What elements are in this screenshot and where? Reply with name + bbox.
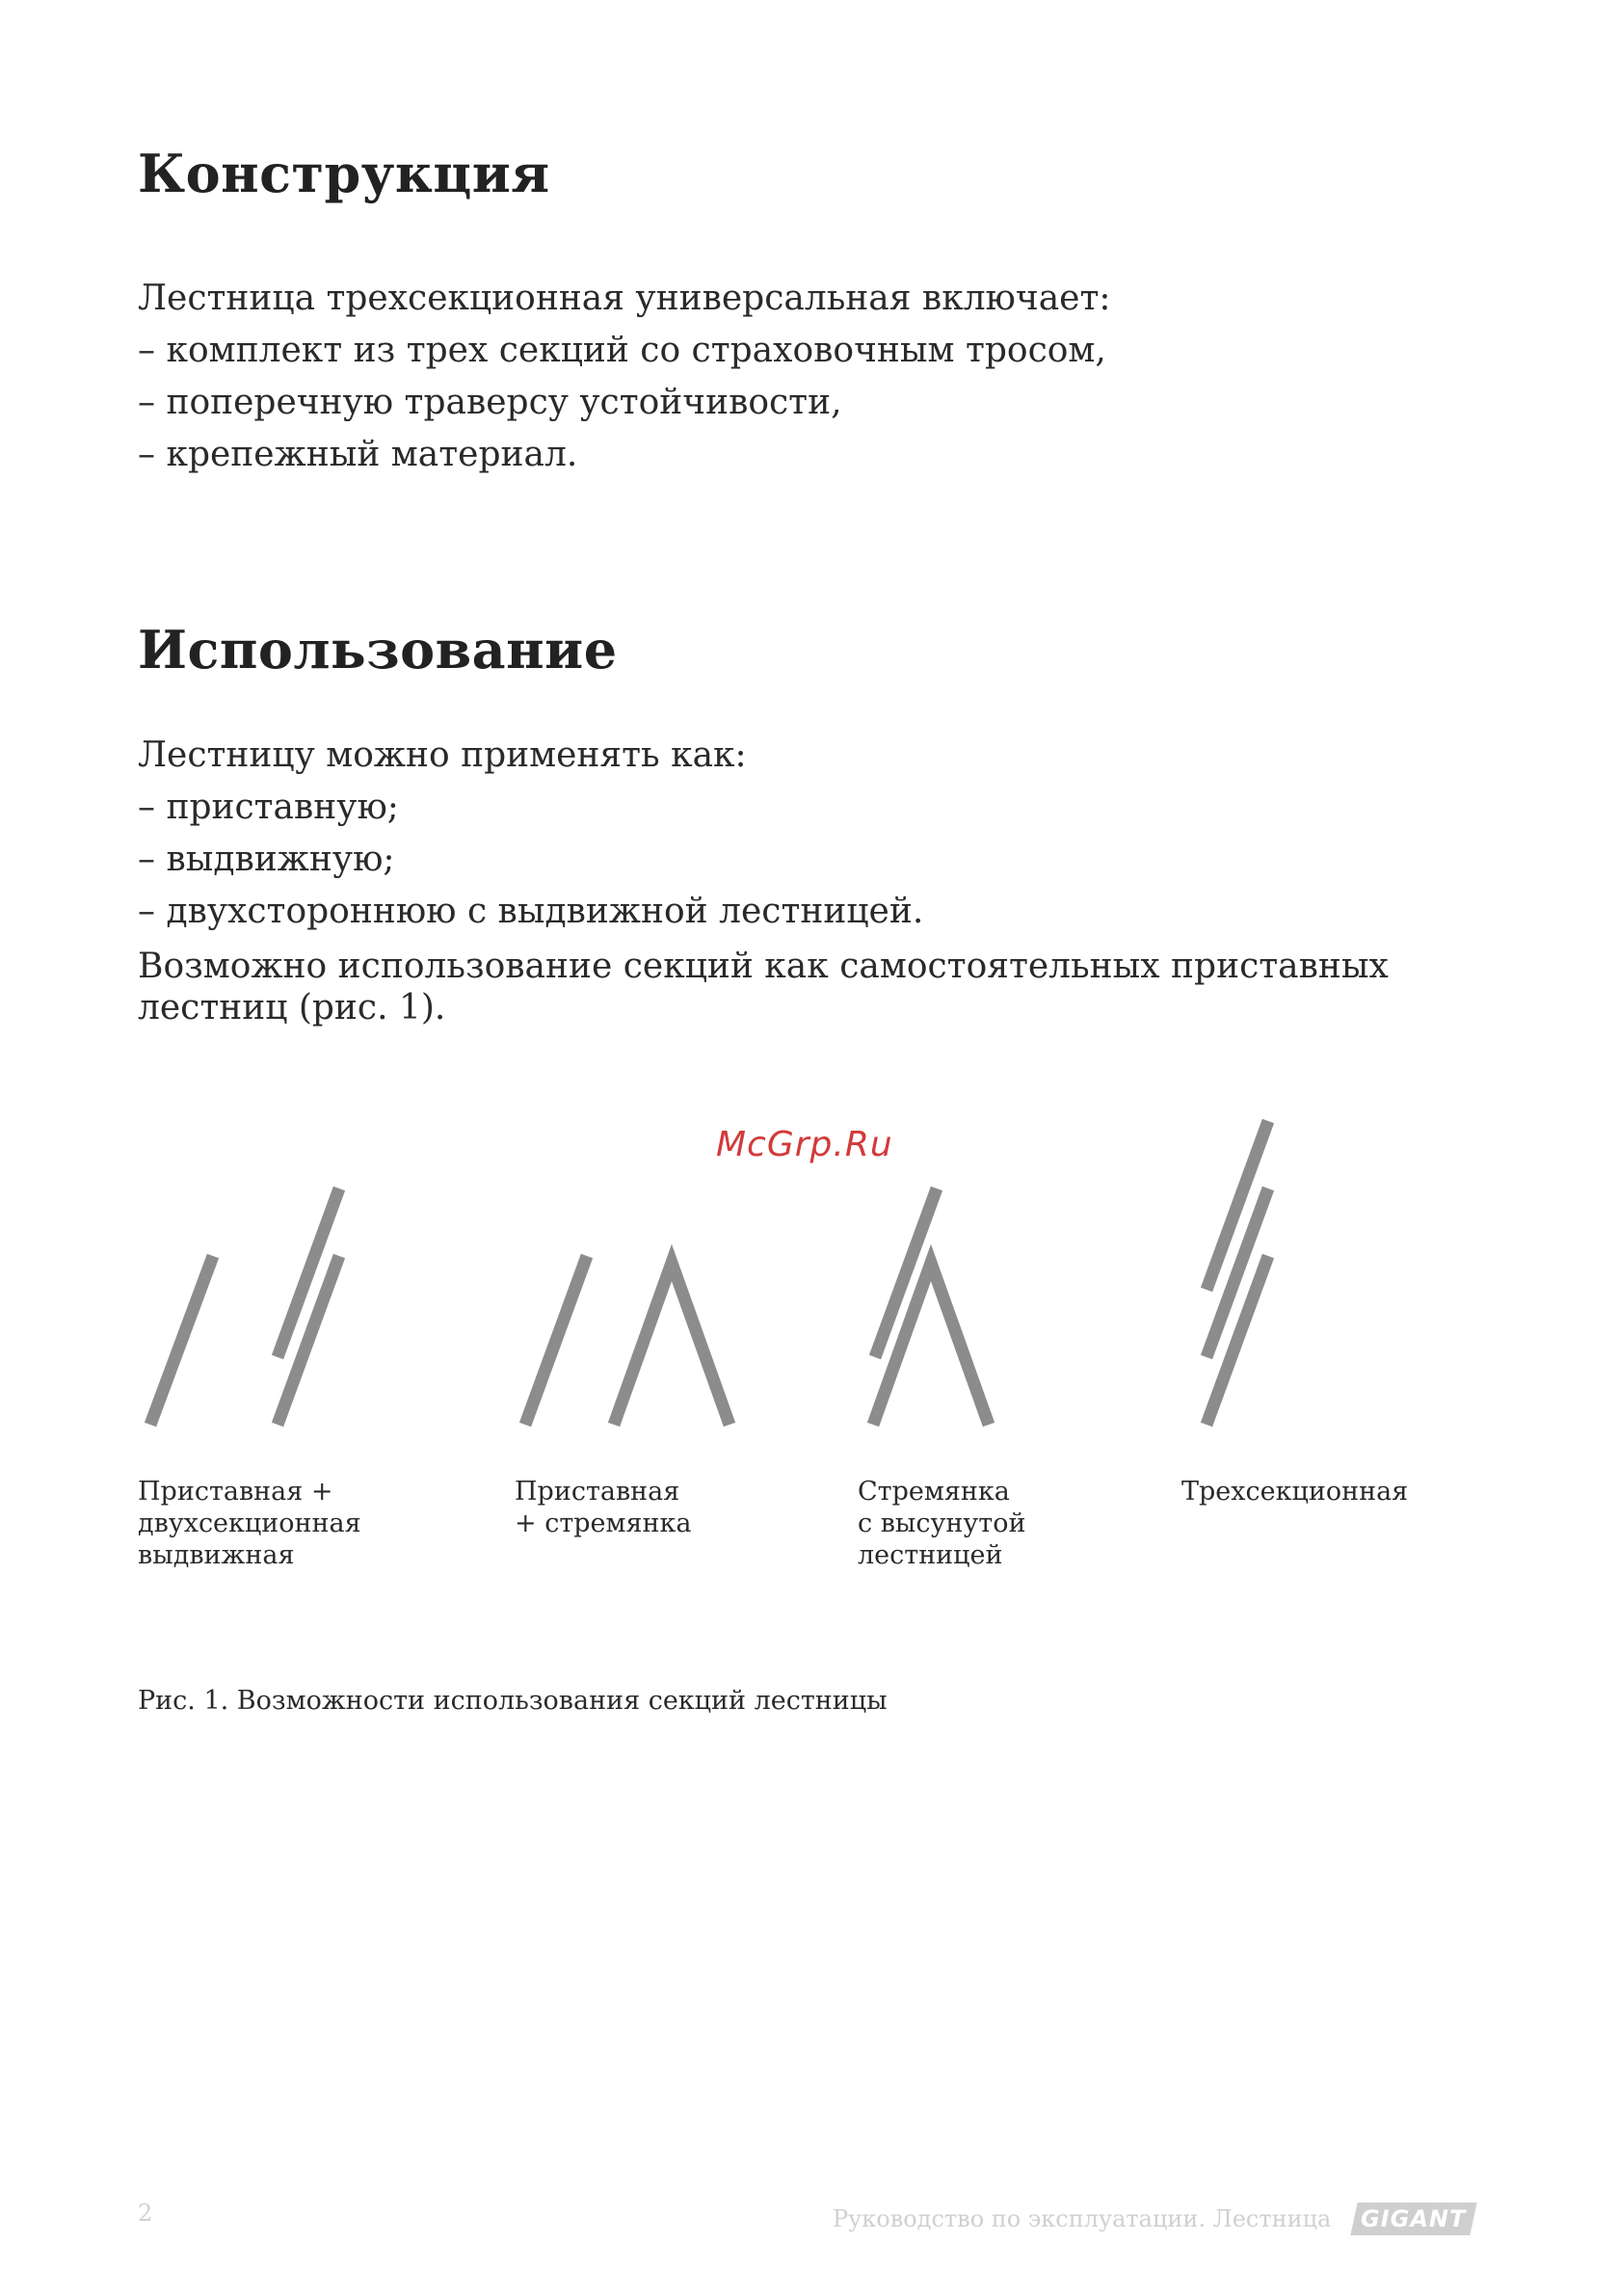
section-title-construction: Конструкция	[138, 143, 550, 204]
footer-doc-title: Руководство по эксплуатации. Лестница	[833, 2205, 1332, 2232]
stepladder-shape	[873, 1263, 989, 1425]
figure-label-2: Приставная + стремянка	[515, 1477, 692, 1538]
usage-intro: Лестницу можно применять как:	[138, 735, 747, 775]
construction-item: – комплект из трех секций со страховочным тросом,	[138, 331, 1106, 370]
figure-label-4: Трехсекционная	[1181, 1477, 1409, 1507]
ladder-icon-stremyanka-vysunutoy	[873, 1188, 989, 1425]
ladder-section-line	[525, 1256, 587, 1425]
usage-note-line: лестниц (рис. 1).	[138, 988, 446, 1028]
ladder-icon-pristavnaya-stremyanka	[525, 1256, 729, 1425]
usage-item: – двухстороннюю с выдвижной лестницей.	[138, 892, 924, 931]
usage-note-line: Возможно использование секций как самостоятельных приставных	[138, 947, 1389, 986]
usage-item: – приставную;	[138, 788, 399, 827]
construction-item: – поперечную траверсу устойчивости,	[138, 383, 842, 422]
figure-label-1: Приставная + двухсекционная выдвижная	[138, 1477, 361, 1570]
ladder-icon-trehsekcionnaya	[1207, 1121, 1268, 1425]
ladder-section-line	[150, 1256, 213, 1425]
page-number: 2	[138, 2200, 153, 2227]
figure-label-3: Стремянка с высунутой лестницей	[858, 1477, 1026, 1570]
stepladder-shape	[614, 1263, 729, 1425]
construction-intro: Лестница трехсекционная универсальная включает:	[138, 279, 1111, 318]
brand-logo-text: GIGANT	[1361, 2205, 1467, 2232]
usage-item: – выдвижную;	[138, 840, 395, 879]
watermark: McGrp.Ru	[716, 1125, 893, 1164]
construction-item: – крепежный материал.	[138, 435, 578, 474]
section-title-usage: Использование	[138, 619, 618, 681]
figure-caption: Рис. 1. Возможности использования секций лестницы	[138, 1686, 888, 1716]
ladder-icon-pristavnaya-dvuhsekcionnaya	[150, 1188, 339, 1425]
brand-logo	[1350, 2203, 1476, 2235]
